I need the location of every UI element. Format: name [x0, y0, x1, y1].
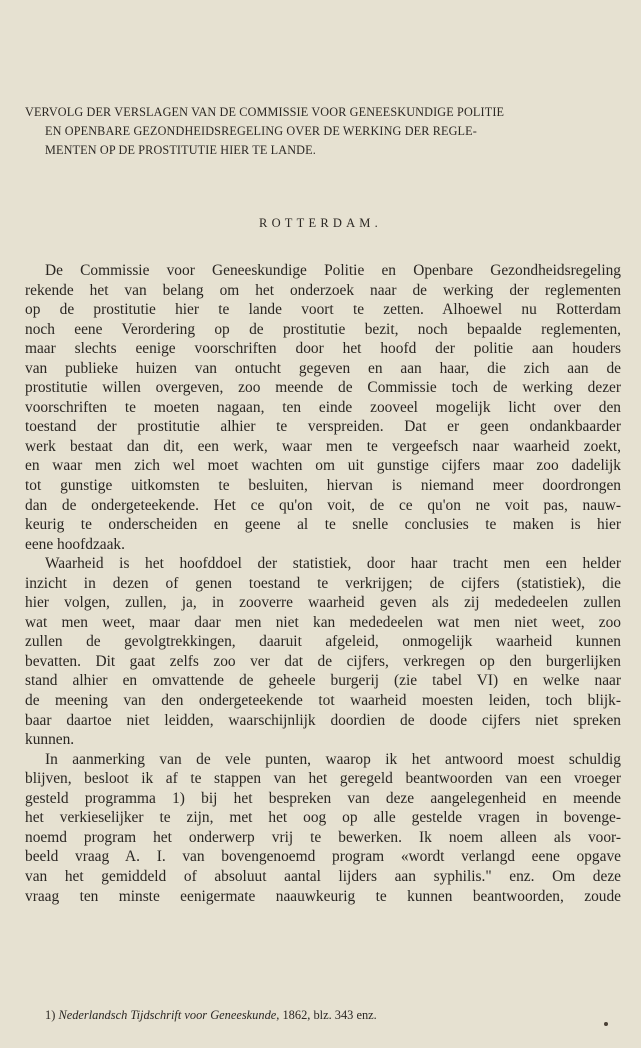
body-line: stand alhier en omvattende de geheele burgerij (zie tabel VI) en welke naar [25, 672, 621, 690]
footnote [45, 1008, 377, 1023]
body-line: blijven, besloot ik af te stappen van het geregeld beantwoorden van een vroeger [25, 770, 621, 788]
body-line: het verkieselijker te zijn, met het oog op alle gestelde vragen in bovenge- [25, 809, 621, 827]
body-line: voorschriften te moeten nagaan, ten einde zooveel mogelijk licht over den [25, 398, 621, 416]
body-line: zullen de gevolgtrekkingen, daaruit afgeleid, onmogelijk waarheid kunnen [25, 633, 621, 651]
body-line: wat men weet, maar daar men niet kan mededeelen wat men niet weet, zoo [25, 613, 621, 631]
body-line: de meening van den ondergeteekende tot waarheid moesten leiden, toch blijk- [25, 692, 621, 710]
footnote-citation: 1862, blz. 343 enz. [282, 1008, 377, 1022]
body-line: baar daartoe niet leidden, waarschijnlijk doordien de doode cijfers niet spreken [25, 711, 621, 729]
body-line: hier volgen, zullen, ja, in zooverre waarheid geven als zij mededeelen zullen [25, 594, 621, 612]
header-line: EN OPENBARE GEZONDHEIDSREGELING OVER DE WERKING DER REGLE- [45, 124, 477, 138]
body-line: vraag ten minste eenigermate naauwkeurig te kunnen beantwoorden, zoude [25, 887, 621, 905]
body-line: dan de ondergeteekende. Het ce qu'on voit, de ce qu'on ne voit pas, nauw- [25, 496, 621, 514]
body-line: toestand der prostitutie alhier te verspreiden. Dat er geen ondankbaarder [25, 418, 621, 436]
footnote-marker: 1) [45, 1008, 56, 1022]
body-line: beeld vraag A. I. van bovengenoemd program «wordt verlangd eene opgave [25, 848, 621, 866]
body-line: bevatten. Dit gaat zelfs zoo ver dat de cijfers, verkregen op den burgerlijken [25, 652, 621, 670]
report-body [25, 261, 621, 906]
body-line: eene hoofdzaak. [25, 535, 125, 553]
body-line: tot gunstige uitkomsten te besluiten, hiervan is niemand meer doordrongen [25, 477, 621, 495]
body-line: werk bestaat dan dit, een werk, waar men te vergeefsch naar waarheid zoekt, [25, 437, 621, 455]
body-line: van het gemiddeld of absoluut aantal lijders aan syphilis." enz. Om deze [25, 867, 621, 885]
body-line: op de prostitutie hier te lande voort te zetten. Alhoewel nu Rotterdam [25, 301, 621, 319]
city-heading: ROTTERDAM. [259, 216, 382, 230]
header-line: MENTEN OP DE PROSTITUTIE HIER TE LANDE. [45, 143, 316, 157]
body-line: In aanmerking van de vele punten, waarop ik het antwoord moest schuldig [45, 750, 621, 768]
body-line: noemd program het onderwerp vrij te bewerken. Ik noem alleen als voor- [25, 828, 621, 846]
body-line: keurig te onderscheiden en geene al te snelle conclusies te maken is hier [25, 516, 621, 534]
body-line: kunnen. [25, 731, 75, 749]
body-line: rekende het van belang om het onderzoek naar de werking der reglementen [25, 281, 621, 299]
body-line: noch eene Verordering op de prostitutie bezit, noch bepaalde reglementen, [25, 320, 621, 338]
paper-speck [604, 1022, 608, 1026]
body-line: en waar men zich wel moet wachten om uit gunstige cijfers maar zoo dadelijk [25, 457, 621, 475]
body-line: gesteld programma 1) bij het bespreken van deze aangelegenheid en meende [25, 789, 621, 807]
body-line: De Commissie voor Geneeskundige Politie en Openbare Gezondheidsregeling [45, 262, 621, 279]
body-line: Waarheid is het hoofddoel der statistiek, door haar tracht men een helder [45, 555, 621, 573]
report-header [25, 103, 621, 160]
footnote-journal-title: Nederlandsch Tijdschrift voor Geneeskunde, [58, 1008, 280, 1022]
body-line: van publieke huizen van ontucht gegeven en aan haar, die zich aan de [25, 359, 621, 377]
header-line: VERVOLG DER VERSLAGEN VAN DE COMMISSIE VOOR GENEESKUNDIGE POLITIE [25, 105, 505, 119]
body-line: inzicht in dezen of genen toestand te verkrijgen; de cijfers (statistiek), die [25, 574, 621, 592]
body-line: maar slechts eenige voorschriften door het hoofd der politie aan houders [25, 340, 621, 358]
body-line: prostitutie willen overgeven, zoo meende de Commissie toch de werking dezer [25, 379, 621, 397]
